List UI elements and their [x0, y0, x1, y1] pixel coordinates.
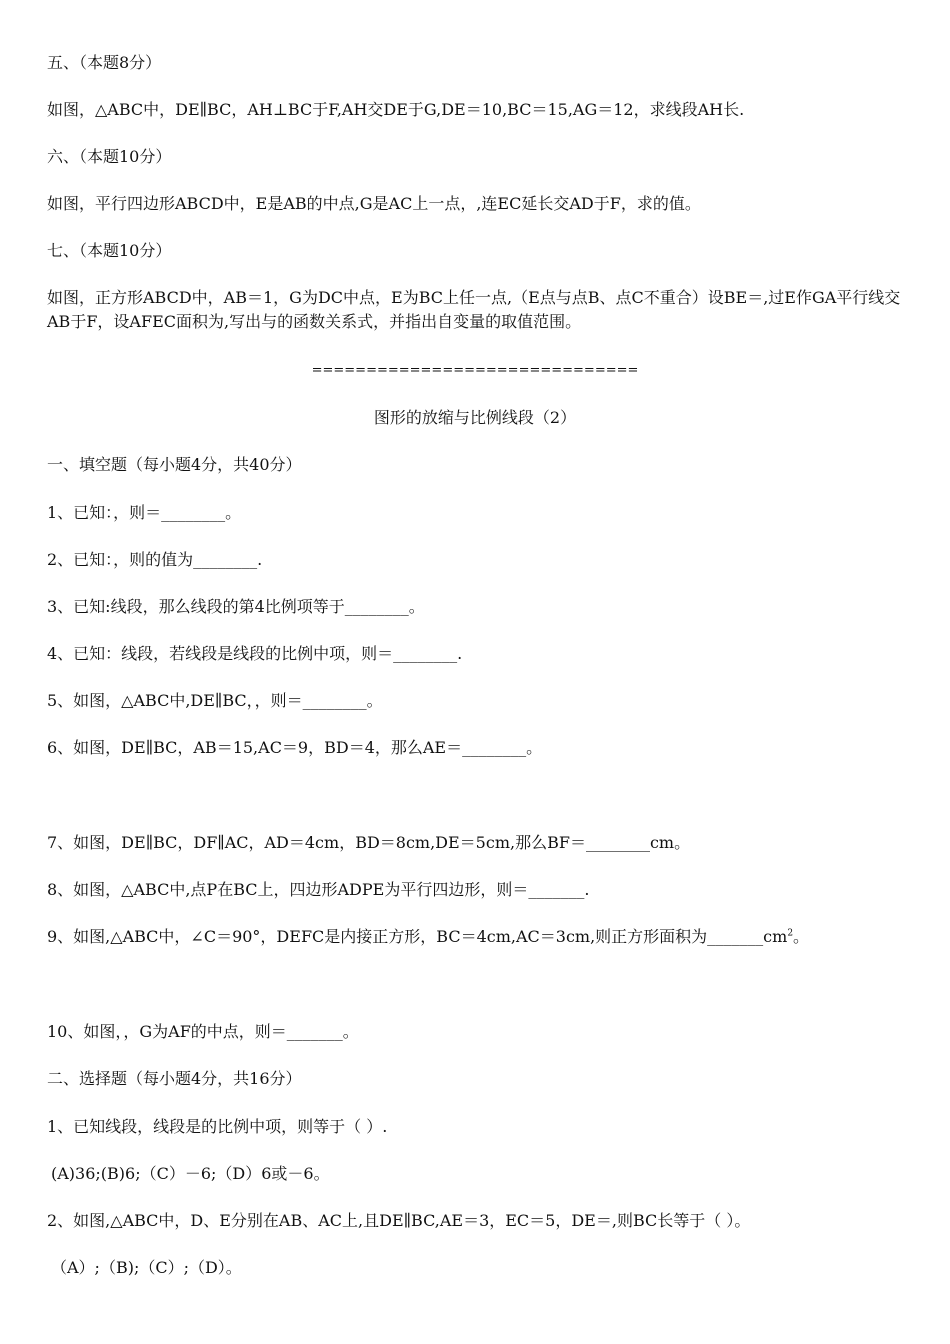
question-7-heading: 七、（本题10分）	[47, 241, 172, 260]
fill-question-4: 4、已知：线段，若线段是线段的比例中项，则＝________.	[47, 644, 463, 663]
fill-question-1: 1、已知：，则＝________。	[47, 503, 242, 522]
question-6-heading: 六、（本题10分）	[47, 147, 172, 166]
choice-question-2: 2、如图,△ABC中，D、E分别在AB、AC上,且DE∥BC,AE＝3，EC＝5，DE＝,则BC长等于（ ）。	[47, 1211, 751, 1230]
fill-question-9	[47, 926, 910, 948]
fill-question-5: 5、如图，△ABC中,DE∥BC，，则＝________。	[47, 691, 383, 710]
fill-question-6: 6、如图，DE∥BC，AB＝15,AC＝9，BD＝4，那么AE＝________。	[47, 738, 543, 757]
choice-question-1: 1、已知线段，线段是的比例中项，则等于（ ）.	[47, 1117, 388, 1136]
question-5-heading: 五、（本题8分）	[47, 53, 162, 72]
fill-question-3: 3、已知:线段，那么线段的第4比例项等于________。	[47, 597, 425, 616]
fill-question-7: 7、如图，DE∥BC，DF∥AC，AD＝4cm，BD＝8cm,DE＝5cm,那么BF＝________cm。	[47, 833, 691, 852]
section-title: 图形的放缩与比例线段（2）	[373, 408, 577, 427]
fill-in-section-heading: 一、填空题（每小题4分，共40分）	[47, 455, 302, 474]
question-7-text: 如图，正方形ABCD中，AB＝1，G为DC中点，E为BC上任一点,（E点与点B、点C不重合）设BE＝,过E作GA平行线交AB于F，设AFEC面积为,写出与的函数关系式，并指出自变量的取值范围。	[47, 288, 901, 331]
fill-question-10: 10、如图，，G为AF的中点，则＝_______。	[47, 1022, 359, 1041]
separator-line: ==============================	[311, 363, 639, 378]
fill-question-2: 2、已知：，则的值为________.	[47, 550, 263, 569]
choice-question-1-options: (A)36;(B)6;（C）－6;（D）6或－6。	[51, 1164, 330, 1183]
choice-question-2-options: （A）;（B);（C）;（D）。	[51, 1258, 242, 1277]
question-5-text: 如图，△ABC中，DE∥BC，AH⊥BC于F,AH交DE于G,DE＝10,BC＝15,AG＝12，求线段AH长.	[47, 100, 745, 119]
choice-section-heading: 二、选择题（每小题4分，共16分）	[47, 1069, 302, 1088]
question-6-text: 如图，平行四边形ABCD中，E是AB的中点,G是AC上一点，,连EC延长交AD于F，求的值。	[47, 194, 701, 213]
fill-question-9-end: 。	[793, 927, 810, 946]
fill-question-8: 8、如图，△ABC中,点P在BC上，四边形ADPE为平行四边形，则＝_______.	[47, 880, 590, 899]
squared-superscript: 2	[787, 928, 794, 939]
fill-question-9-text: 9、如图,△ABC中，∠C＝90°，DEFC是内接正方形，BC＝4cm,AC＝3cm,则正方形面积为_______cm	[47, 927, 788, 946]
